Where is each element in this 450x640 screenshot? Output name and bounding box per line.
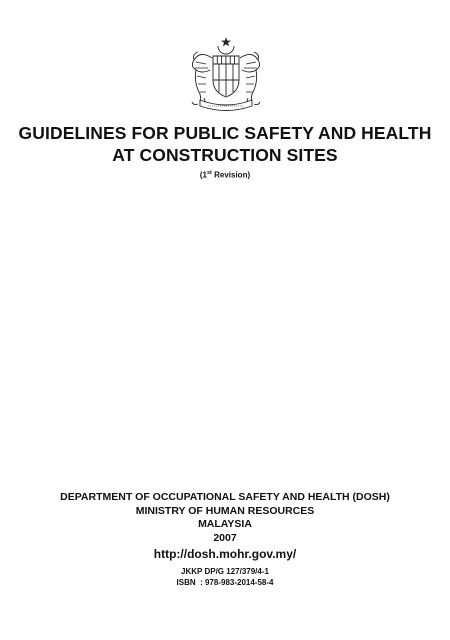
isbn-label: ISBN	[176, 578, 196, 587]
country-name: MALAYSIA	[198, 518, 252, 530]
document-title-line-1: GUIDELINES FOR PUBLIC SAFETY AND HEALTH	[18, 123, 432, 143]
document-title-line-2: AT CONSTRUCTION SITES	[112, 145, 338, 165]
ministry-name: MINISTRY OF HUMAN RESOURCES	[135, 504, 315, 517]
revision-note	[0, 170, 450, 180]
reference-number: JKKP DP/G 127/379/4-1	[181, 567, 269, 576]
coat-of-arms-icon	[182, 36, 270, 112]
revision-superscript: st	[207, 170, 212, 176]
publication-year: 2007	[213, 531, 237, 544]
revision-prefix: (1	[199, 170, 207, 180]
isbn-value: : 978-983-2014-58-4	[200, 578, 274, 587]
revision-suffix: Revision)	[211, 170, 251, 180]
publisher-block	[0, 491, 450, 588]
website-url: http://dosh.mohr.gov.my/	[153, 547, 297, 561]
title-block	[0, 122, 450, 180]
isbn-row	[0, 577, 450, 588]
department-name: DEPARTMENT OF OCCUPATIONAL SAFETY AND HEALTH (DOSH)	[60, 491, 390, 503]
